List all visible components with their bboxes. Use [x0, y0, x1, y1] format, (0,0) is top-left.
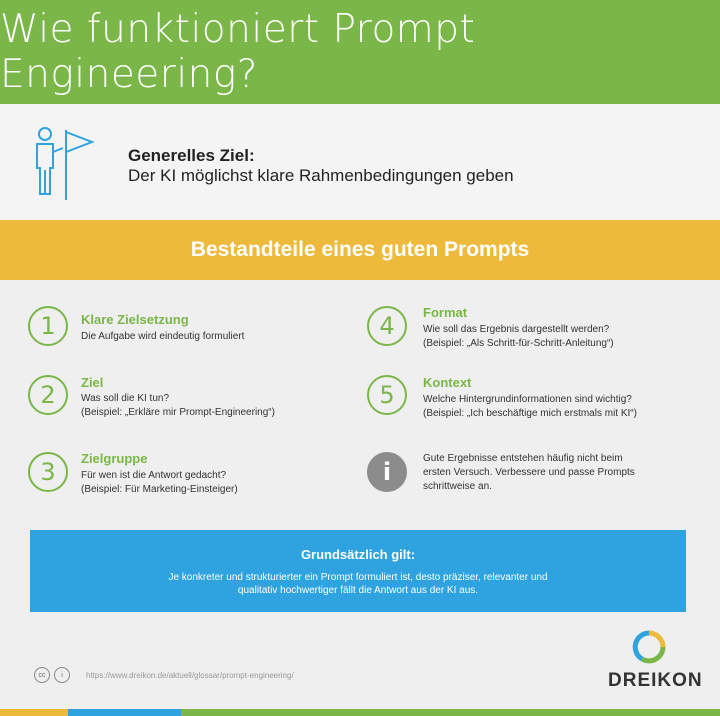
bottom-strip-green: [181, 709, 720, 716]
item-title: Klare Zielsetzung: [81, 312, 189, 327]
logo-text: DREIKON: [608, 670, 703, 691]
section-band: [0, 220, 720, 280]
item-title: Format: [423, 305, 468, 320]
source-url[interactable]: https://www.dreikon.de/aktuell/glossar/prompt-engineering/: [86, 671, 294, 680]
attribution-icon: i: [54, 667, 70, 683]
header-banner: [0, 0, 720, 104]
person-flag-icon: [28, 124, 100, 204]
bottom-strip-yellow: [0, 709, 68, 716]
callout-text: Je konkreter und strukturierter ein Prompt formuliert ist, desto präziser, relevanter und qualitativ hochwertiger fällt die Antwort aus der KI aus.: [168, 572, 548, 596]
cc-license-icon: cc: [34, 667, 50, 683]
goal-label: Generelles Ziel:: [128, 146, 255, 165]
callout-box: [30, 530, 686, 612]
item-desc: Welche Hintergrundinformationen sind wichtig? (Beispiel: „Ich beschäftige mich erstmals mit KI“): [423, 394, 637, 419]
number-4-icon: 4: [367, 306, 407, 346]
item-desc: Die Aufgabe wird eindeutig formuliert: [81, 331, 245, 342]
license-icons: [34, 667, 70, 683]
item-desc: Für wen ist die Antwort gedacht? (Beispiel: Für Marketing-Einsteiger): [81, 470, 238, 495]
info-icon: i: [367, 452, 407, 492]
item-desc: Wie soll das Ergebnis dargestellt werden? (Beispiel: „Als Schritt-für-Schritt-Anleitung“): [423, 324, 614, 349]
item-title: Ziel: [81, 375, 104, 390]
tip-text: Gute Ergebnisse entstehen häufig nicht beim ersten Versuch. Verbessere und passe Prompts schrittweise an.: [423, 453, 635, 492]
callout-title: Grundsätzlich gilt:: [300, 547, 416, 562]
number-1-icon: 1: [28, 306, 68, 346]
number-3-icon: 3: [28, 452, 68, 492]
goal-text: Der KI möglichst klare Rahmenbedingungen geben: [128, 166, 514, 185]
bottom-strip-blue: [68, 709, 181, 716]
item-title: Kontext: [423, 375, 472, 390]
goal-section: [0, 104, 720, 220]
number-2-icon: 2: [28, 375, 68, 415]
logo-ring-icon: [632, 630, 666, 664]
item-desc: Was soll die KI tun? (Beispiel: „Erkläre mir Prompt-Engineering“): [81, 393, 275, 418]
number-5-icon: 5: [367, 375, 407, 415]
section-title: Bestandteile eines guten Prompts: [190, 238, 530, 261]
page-title: Wie funktioniert Prompt Engineering?: [0, 7, 476, 97]
item-title: Zielgruppe: [81, 451, 148, 466]
